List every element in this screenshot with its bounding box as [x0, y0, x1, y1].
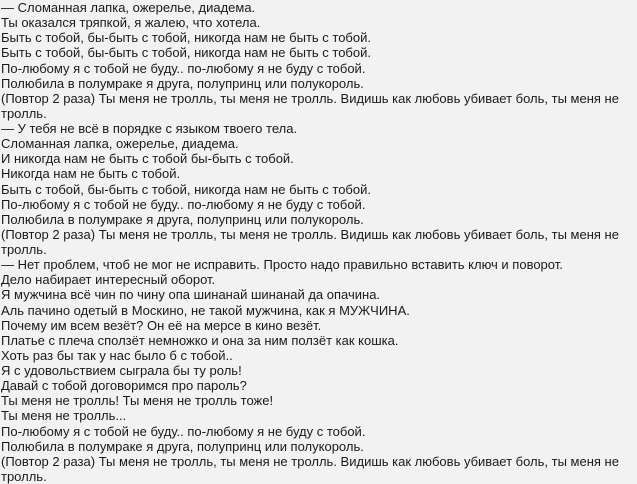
lyrics-line: Полюбила в полумраке я друга, полупринц или полукороль.: [1, 211, 364, 227]
lyrics-line: По-любому я с тобой не буду.. по-любому я не буду с тобой.: [1, 60, 366, 76]
lyrics-line: Давай с тобой договоримся про пароль?: [1, 378, 247, 394]
lyrics-line: — Нет проблем, чтоб не мог не исправить. Просто надо правильно вставить ключ и поворот.: [1, 257, 563, 273]
lyrics-line: Быть с тобой, бы-быть с тобой, никогда нам не быть с тобой.: [1, 30, 371, 46]
lyrics-line: Ты оказался тряпкой, я жалею, что хотела.: [1, 15, 261, 31]
lyrics-line: Полюбила в полумраке я друга, полупринц или полукороль.: [1, 438, 364, 454]
lyrics-line: Ты меня не тролль...: [1, 408, 127, 424]
lyrics-line: (Повтор 2 раза) Ты меня не тролль, ты меня не тролль. Видишь как любовь убивает боль, ты меня не тролль.: [1, 453, 623, 484]
lyrics-line: По-любому я с тобой не буду.. по-любому я не буду с тобой.: [1, 196, 366, 212]
lyrics-line: Я мужчина всё чин по чину опа шинанай шинанай да опачина.: [1, 287, 381, 303]
lyrics-line: И никогда нам не быть с тобой бы-быть с тобой.: [1, 151, 294, 167]
lyrics-line: Ты меня не тролль! Ты меня не тролль тоже!: [1, 393, 274, 409]
lyrics-line: Почему им всем везёт? Он её на мерсе в кино везёт.: [1, 317, 322, 333]
lyrics-line: Сломанная лапка, ожерелье, диадема.: [1, 136, 239, 152]
lyrics-line: Дело набирает интересный оборот.: [1, 272, 216, 288]
lyrics-line: Никогда нам не быть с тобой.: [1, 166, 181, 182]
lyrics-line: Платье с плеча сползёт немножко и она за ним ползёт как кошка.: [1, 332, 399, 348]
lyrics-line: Полюбила в полумраке я друга, полупринц или полукороль.: [1, 75, 364, 91]
lyrics-line: Хоть раз бы так у нас было б с тобой..: [1, 347, 233, 363]
lyrics-line: По-любому я с тобой не буду.. по-любому я не буду с тобой.: [1, 423, 366, 439]
lyrics-line: Быть с тобой, бы-быть с тобой, никогда нам не быть с тобой.: [1, 45, 371, 61]
lyrics-line: — У тебя не всё в порядке с языком твоего тела.: [1, 121, 298, 136]
lyrics-line: Я с удовольствием сыграла бы ту роль!: [1, 363, 242, 378]
lyrics-line: (Повтор 2 раза) Ты меня не тролль, ты меня не тролль. Видишь как любовь убивает боль, ты меня не тролль.: [1, 226, 623, 257]
lyrics-line: Аль пачино одетый в Москино, не такой мужчина, как я МУЖЧИНА.: [1, 302, 410, 318]
lyrics-line: — Сломанная лапка, ожерелье, диадема.: [1, 0, 256, 15]
lyrics-line: Быть с тобой, бы-быть с тобой, никогда нам не быть с тобой.: [1, 181, 371, 197]
lyrics-line: (Повтор 2 раза) Ты меня не тролль, ты меня не тролль. Видишь как любовь убивает боль, ты меня не тролль.: [1, 90, 623, 121]
